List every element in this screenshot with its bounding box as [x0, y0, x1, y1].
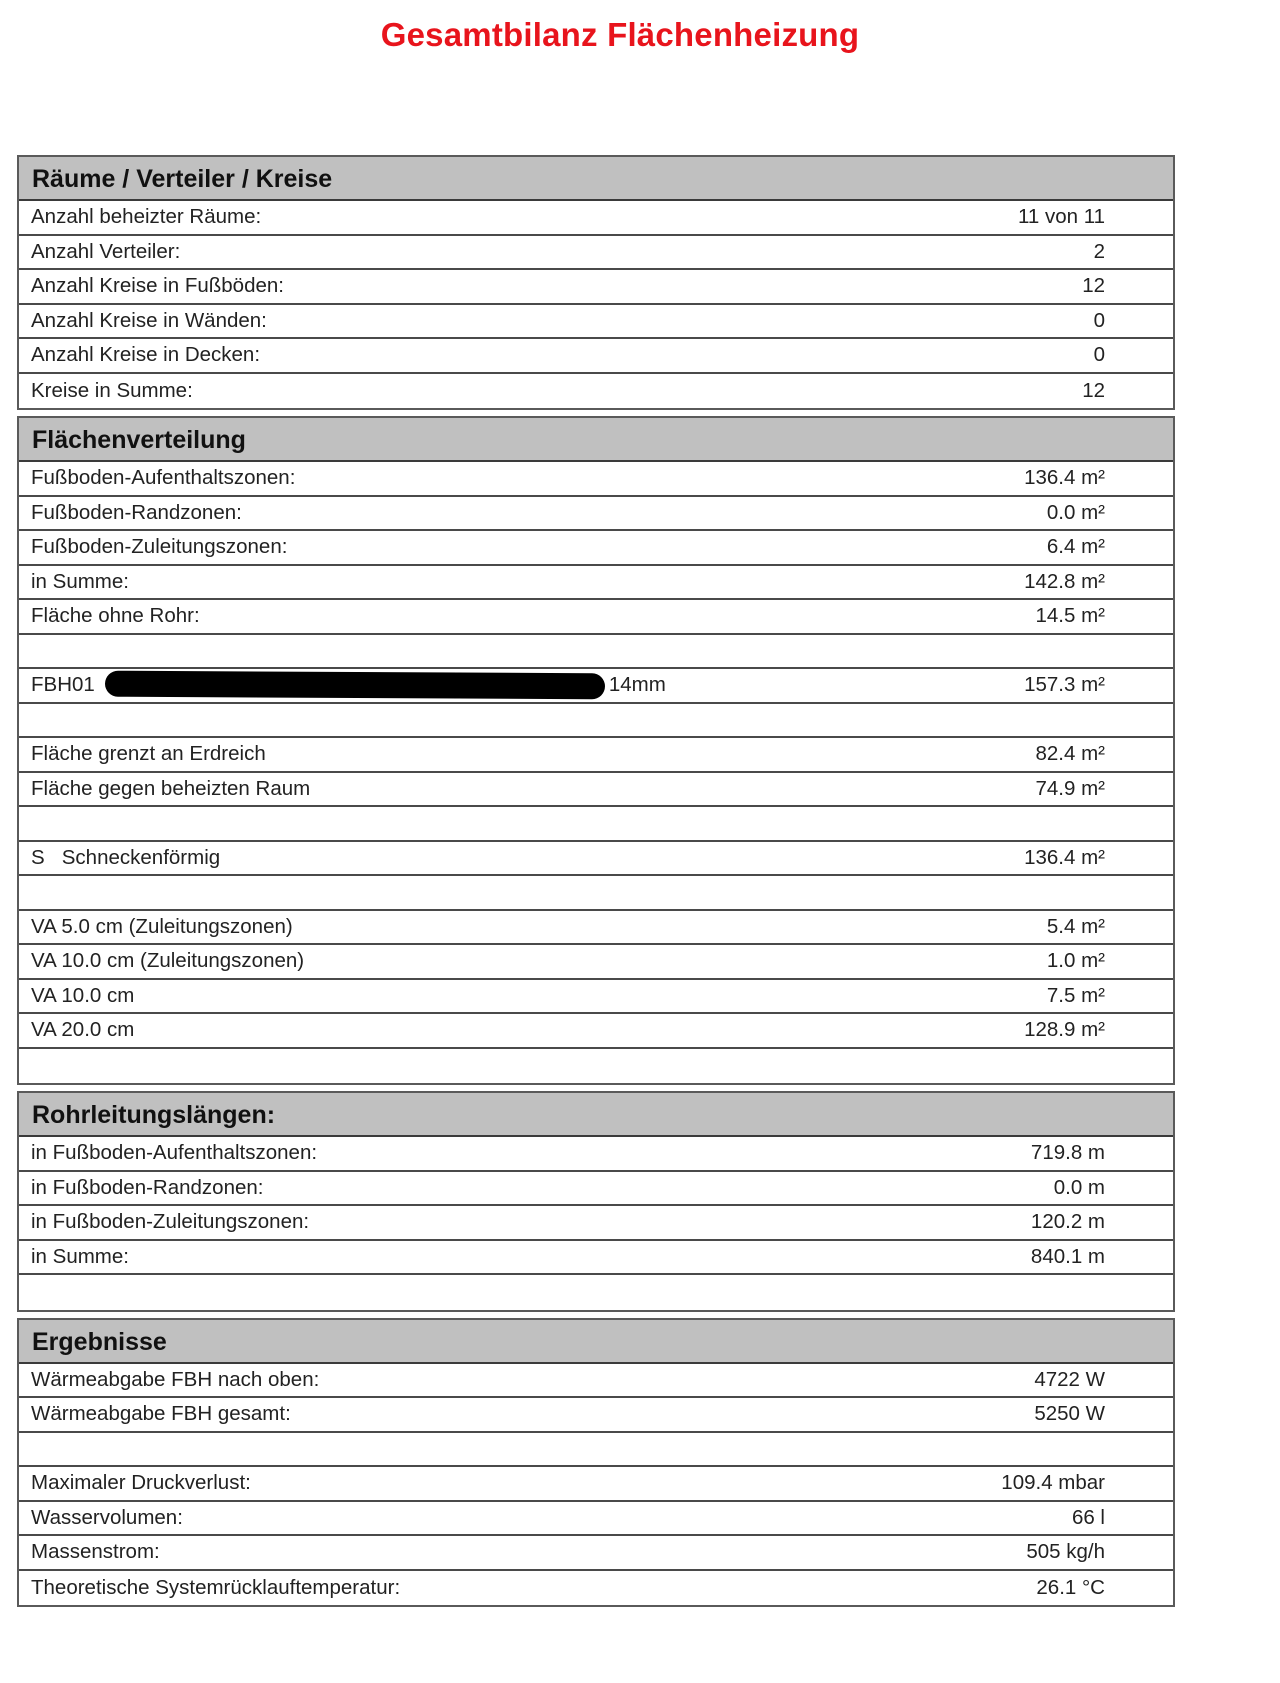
row-value: 82.4 m² — [1035, 742, 1105, 766]
row-label: Fußboden-Zuleitungszonen: — [31, 535, 288, 559]
table-row — [19, 1137, 1173, 1172]
row-value: 26.1 °C — [1036, 1575, 1105, 1599]
table-row — [19, 305, 1173, 340]
table-row — [19, 1571, 1173, 1606]
row-label: Anzahl Kreise in Fußböden: — [31, 274, 284, 298]
table-row — [19, 1467, 1173, 1502]
table-row — [19, 270, 1173, 305]
table-row — [19, 773, 1173, 808]
row-value: 4722 W — [1034, 1367, 1105, 1391]
section-heading: Ergebnisse — [19, 1320, 1173, 1364]
empty-row — [19, 1049, 1173, 1084]
table-row — [19, 945, 1173, 980]
empty-row — [19, 1433, 1173, 1468]
table-row-pipe-system — [19, 669, 1173, 704]
section-heading: Flächenverteilung — [19, 418, 1173, 462]
row-value: 6.4 m² — [1046, 535, 1105, 559]
row-label: Anzahl beheizter Räume: — [31, 205, 262, 229]
table-row — [19, 1502, 1173, 1537]
summary-tables — [17, 155, 1175, 1613]
empty-row — [19, 807, 1173, 842]
row-label: Massenstrom: — [31, 1540, 160, 1564]
row-value: 66 l — [1071, 1505, 1105, 1529]
row-value: 142.8 m² — [1024, 569, 1105, 593]
row-label: Anzahl Verteiler: — [31, 239, 181, 263]
table-row — [19, 1014, 1173, 1049]
page-title: Gesamtbilanz Flächenheizung — [380, 16, 860, 53]
row-value: 719.8 m — [1030, 1141, 1105, 1165]
row-value: 120.2 m — [1030, 1210, 1105, 1234]
row-value: 136.4 m² — [1024, 466, 1105, 490]
row-value: 505 kg/h — [1026, 1540, 1105, 1564]
row-label: Wärmeabgabe FBH gesamt: — [31, 1402, 291, 1426]
row-value: 157.3 m² — [1024, 673, 1105, 697]
table-row — [19, 531, 1173, 566]
row-label: VA 10.0 cm (Zuleitungszonen) — [31, 949, 305, 973]
row-label: Wärmeabgabe FBH nach oben: — [31, 1367, 320, 1391]
row-value: 136.4 m² — [1024, 845, 1105, 869]
row-label: in Summe: — [31, 569, 129, 593]
table-row — [19, 374, 1173, 409]
row-label: in Summe: — [31, 1244, 129, 1268]
empty-row — [19, 876, 1173, 911]
table-row — [19, 1206, 1173, 1241]
table-row — [19, 600, 1173, 635]
table-row — [19, 462, 1173, 497]
row-value: 109.4 mbar — [1001, 1471, 1105, 1495]
table-row — [19, 236, 1173, 271]
row-value: 840.1 m — [1030, 1244, 1105, 1268]
table-row — [19, 497, 1173, 532]
row-label: Theoretische Systemrücklauftemperatur: — [31, 1575, 401, 1599]
row-label: VA 10.0 cm — [31, 983, 135, 1007]
table-row — [19, 1241, 1173, 1276]
empty-row — [19, 1275, 1173, 1310]
row-value: 5.4 m² — [1046, 914, 1105, 938]
row-label: VA 20.0 cm — [31, 1018, 135, 1042]
row-value: 74.9 m² — [1035, 776, 1105, 800]
row-value: 0.0 m² — [1046, 500, 1105, 524]
row-label: in Fußboden-Zuleitungszonen: — [31, 1210, 310, 1234]
row-label: Fläche ohne Rohr: — [31, 604, 200, 628]
section-rooms-distributors-circuits — [17, 155, 1175, 410]
row-label: in Fußboden-Randzonen: — [31, 1175, 264, 1199]
table-row — [19, 1364, 1173, 1399]
row-label: Kreise in Summe: — [31, 378, 193, 402]
row-label: Maximaler Druckverlust: — [31, 1471, 251, 1495]
row-value: 11 von 11 — [1017, 205, 1105, 229]
row-label: Fußboden-Aufenthaltszonen: — [31, 466, 296, 490]
section-pipe-lengths — [17, 1091, 1175, 1312]
table-row — [19, 201, 1173, 236]
redaction-mark — [105, 671, 605, 700]
table-row — [19, 911, 1173, 946]
row-value: 14.5 m² — [1035, 604, 1105, 628]
table-row — [19, 1172, 1173, 1207]
row-value: 1.0 m² — [1046, 949, 1105, 973]
row-label: Fußboden-Randzonen: — [31, 500, 242, 524]
row-value: 12 — [1082, 378, 1105, 402]
row-label: FBH01 — [31, 673, 95, 697]
row-value: 2 — [1093, 239, 1105, 263]
row-label: Anzahl Kreise in Wänden: — [31, 308, 267, 332]
table-row — [19, 1536, 1173, 1571]
section-results — [17, 1318, 1175, 1608]
row-label: S Schneckenförmig — [31, 845, 221, 869]
row-value: 7.5 m² — [1046, 983, 1105, 1007]
row-value: 128.9 m² — [1024, 1018, 1105, 1042]
row-value: 0 — [1093, 308, 1105, 332]
row-label: Fläche gegen beheizten Raum — [31, 776, 311, 800]
row-label: Wasservolumen: — [31, 1505, 183, 1529]
row-value: 0.0 m — [1053, 1175, 1105, 1199]
table-row — [19, 980, 1173, 1015]
table-row — [19, 738, 1173, 773]
row-value: 5250 W — [1034, 1402, 1105, 1426]
table-row — [19, 339, 1173, 374]
table-row — [19, 842, 1173, 877]
table-row — [19, 566, 1173, 601]
table-row — [19, 1398, 1173, 1433]
empty-row — [19, 704, 1173, 739]
pipe-dimension: 14mm — [608, 673, 666, 697]
row-label: in Fußboden-Aufenthaltszonen: — [31, 1141, 318, 1165]
section-heading: Räume / Verteiler / Kreise — [19, 157, 1173, 201]
empty-row — [19, 635, 1173, 670]
row-label: Fläche grenzt an Erdreich — [31, 742, 266, 766]
row-label: VA 5.0 cm (Zuleitungszonen) — [31, 914, 293, 938]
row-value: 12 — [1082, 274, 1105, 298]
row-value: 0 — [1093, 343, 1105, 367]
section-heading: Rohrleitungslängen: — [19, 1093, 1173, 1137]
row-label: Anzahl Kreise in Decken: — [31, 343, 261, 367]
section-area-distribution — [17, 416, 1175, 1085]
